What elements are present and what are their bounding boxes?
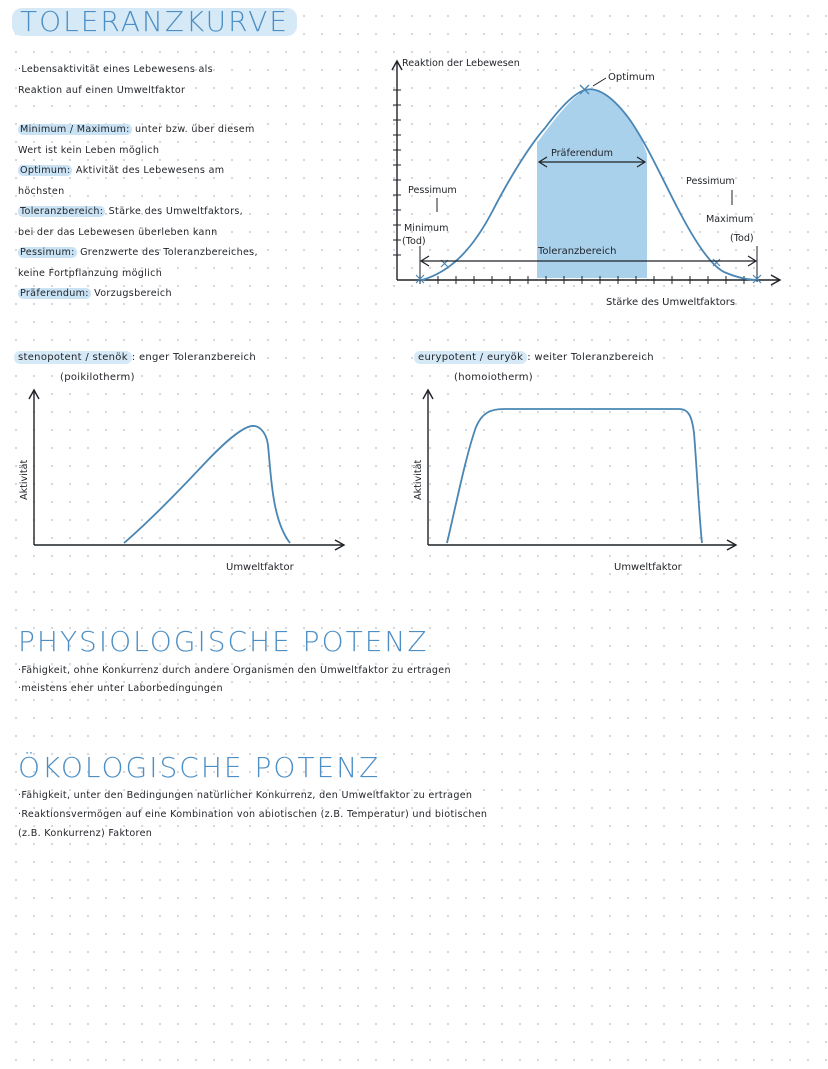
section-title-toleranzkurve: TOLERANZKURVE [12,8,297,36]
steno-curve [124,426,290,543]
note-line: Toleranzbereich: Stärke des Umweltfaktors, [20,206,244,217]
note-line: ·Lebensaktivität eines Lebewesens als [18,64,213,75]
note-line: Pessimum: Grenzwerte des Toleranzbereiches, [20,247,258,258]
note-line: Wert ist kein Leben möglich [18,144,160,156]
pessimum-right-label: Pessimum [686,176,735,187]
note-line: Minimum / Maximum: unter bzw. über diesem [20,124,255,135]
eury-x-label: Umweltfaktor [614,562,682,573]
note-line: ·Reaktionsvermögen auf eine Kombination von abiotischen (z.B. Temperatur) und biotischen [18,809,488,820]
eury-y-label: Aktivität [413,459,424,500]
optimum-pointer [593,78,606,86]
note-line: ·Fähigkeit, unter den Bedingungen natürlicher Konkurrenz, den Umweltfaktor zu ertragen [18,790,473,801]
praeferendum-label: Präferendum [551,148,613,159]
steno-subcaption: (poikilotherm) [60,372,135,383]
steno-caption-rest: : enger Toleranzbereich [131,352,256,363]
maximum-note: (Tod) [730,233,754,244]
steno-x-label: Umweltfaktor [226,562,294,573]
tolerance-notes [18,60,373,305]
physiologische-notes [18,662,451,698]
toleranzbereich-label: Toleranzbereich [538,246,617,257]
eury-caption-rest: : weiter Toleranzbereich [527,352,654,363]
note-line: keine Fortpflanzung möglich [18,267,163,279]
tolerance-curve-diagram [380,50,810,320]
note-line: ·Fähigkeit, ohne Konkurrenz durch andere Organismen den Umweltfaktor zu ertragen [18,665,451,676]
optimum-label: Optimum [608,72,655,83]
eury-term: eurypotent / euryök [414,351,527,364]
note-line: ·meistens eher unter Laborbedingungen [18,683,223,694]
note-line: Reaktion auf einen Umweltfaktor [18,84,186,96]
section-title-physiologische-potenz: PHYSIOLOGISCHE POTENZ [18,625,429,658]
section-title-oekologische-potenz: ÖKOLOGISCHE POTENZ [18,751,381,784]
minimum-label: Minimum [404,223,449,234]
eury-caption [414,352,654,363]
eury-subcaption: (homoiotherm) [454,372,534,383]
steno-term: stenopotent / stenök [14,351,132,364]
note-line: bei der das Lebewesen überleben kann [18,226,218,238]
y-axis-label: Reaktion der Lebewesen [402,58,520,69]
minimum-note: (Tod) [402,236,426,247]
note-line: höchsten [18,185,65,197]
note-line: (z.B. Konkurrenz) Faktoren [18,828,153,839]
note-line: Präferendum: Vorzugsbereich [20,288,172,299]
eury-graph [404,385,749,580]
steno-caption [14,352,256,363]
steno-y-label: Aktivität [19,459,30,500]
note-line: Optimum: Aktivität des Lebewesens am [20,165,225,176]
x-axis-label: Stärke des Umweltfaktors [606,297,736,308]
eury-curve [447,409,702,543]
maximum-label: Maximum [706,214,754,225]
pessimum-left-label: Pessimum [408,185,457,196]
oekologische-notes [18,786,487,843]
steno-graph [10,385,360,580]
